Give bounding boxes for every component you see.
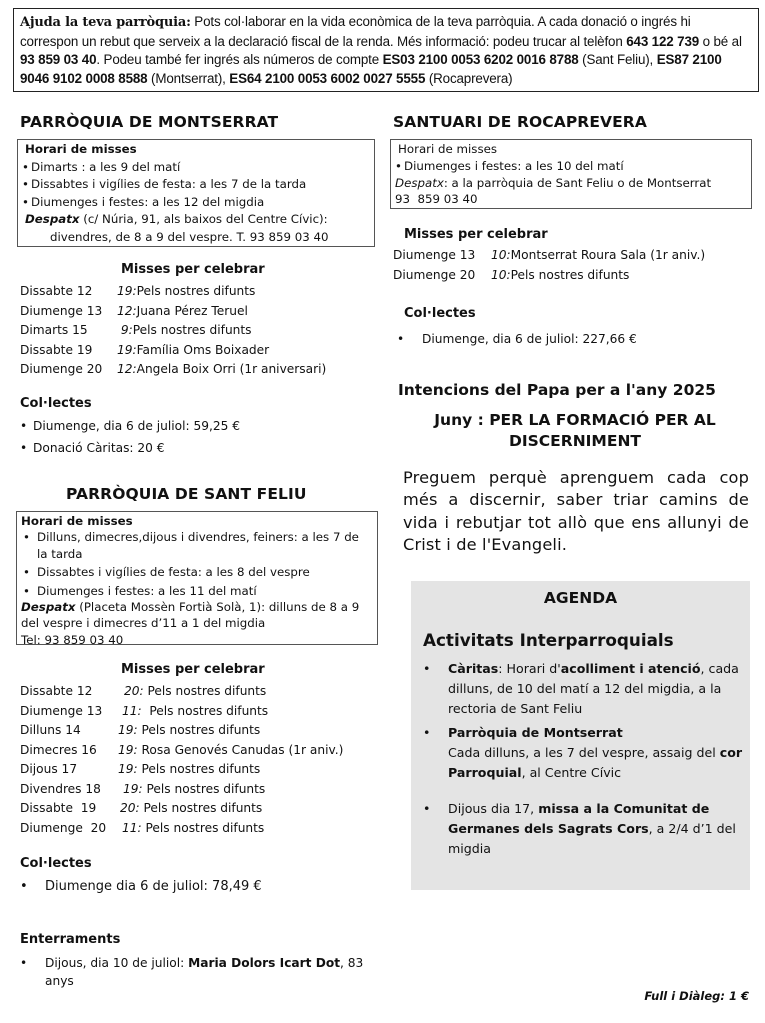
mass-day: Diumenge 13	[20, 303, 103, 318]
mass-hour: 11:	[122, 703, 142, 718]
agenda-item-text: Dijous dia 17,	[448, 801, 539, 816]
rocaprevera-collections-title: Col·lectes	[404, 306, 476, 321]
mass-row	[20, 760, 343, 780]
schedule-item: • Diumenges i festes: a les 11 del matí	[21, 583, 373, 599]
schedule-list	[22, 159, 370, 212]
mass-hour: 9:	[117, 323, 133, 337]
agenda-item-text: , al Centre Cívic	[521, 765, 622, 780]
account-label: (Montserrat),	[147, 70, 230, 86]
montserrat-title: PARRÒQUIA DE MONTSERRAT	[20, 113, 279, 131]
santfeliu-masses-title: Misses per celebrar	[121, 662, 265, 677]
mass-hour: 10:	[491, 267, 511, 282]
schedule-item: • Dissabtes i vigílies de festa: a les 7 de la tarda	[22, 176, 370, 194]
mass-day: Diumenge 13	[393, 248, 476, 262]
mass-hour: 12:	[117, 362, 137, 376]
mass-hour: 20:	[124, 684, 144, 698]
rocaprevera-masses-list	[393, 246, 705, 285]
rocaprevera-masses-title: Misses per celebrar	[404, 227, 548, 242]
mass-intention: Pels nostres difunts	[139, 801, 263, 815]
mass-intention: Pels nostres difunts	[510, 267, 630, 282]
mass-intention: Angela Boix Orri (1r aniversari)	[136, 362, 327, 376]
agenda-item-bold: cor Parroquial	[448, 745, 743, 780]
office-info	[395, 175, 747, 192]
schedule-list	[395, 158, 747, 175]
agenda-item-montserrat	[423, 723, 753, 783]
mass-row	[20, 819, 343, 839]
agenda-item-text: Cada dilluns, a les 7 del vespre, assaig del	[448, 745, 720, 760]
bank-account-rocaprevera: ES64 2100 0053 6002 0027 5555	[229, 70, 426, 86]
montserrat-schedule-box	[17, 139, 375, 247]
donation-text: . Podeu també fer ingrés als números de compte	[96, 52, 383, 68]
santfeliu-title: PARRÒQUIA DE SANT FELIU	[66, 485, 307, 503]
schedule-item: • Dimarts : a les 9 del matí	[22, 159, 370, 177]
mass-row	[20, 360, 326, 380]
mass-intention: Juana Pérez Teruel	[136, 303, 248, 318]
schedule-title: Horari de misses	[25, 142, 137, 156]
schedule-item: • Diumenges i festes: a les 10 del matí	[395, 158, 747, 175]
office-hours: divendres, de 8 a 9 del vespre. T. 93 859 03 40	[50, 229, 329, 244]
mass-row	[20, 302, 326, 322]
mass-intention: Pels nostres difunts	[141, 820, 265, 835]
mass-day: Diumenge 20	[393, 267, 476, 282]
mass-row	[20, 702, 343, 722]
donation-lead: Ajuda la teva parròquia:	[20, 15, 191, 30]
mass-hour: 19:	[123, 781, 143, 796]
donation-info-box	[13, 8, 759, 92]
mass-day: Dissabte 19	[20, 801, 97, 815]
mass-hour: 19:	[118, 723, 138, 737]
schedule-item: • Diumenges i festes: a les 12 del migdia	[22, 194, 370, 212]
office-tel: Tel: 93 859 03 40	[21, 632, 124, 647]
schedule-list	[21, 529, 373, 599]
collection-item: • Diumenge, dia 6 de juliol: 59,25 €	[18, 415, 240, 437]
office-text: (c/ Núria, 91, als baixos del Centre Cívic):	[79, 212, 328, 227]
agenda-item-text: , a 2/4 d’1 del migdia	[448, 821, 736, 856]
santfeliu-masses-list	[20, 682, 343, 838]
phone-number: 643 122 739	[626, 33, 700, 49]
papa-prayer-text: Preguem perquè aprenguem cada cop més a discernir, saber triar camins de vida i rebutjar tot allò que ens allunyi de Crist i de l'Evangeli.	[403, 468, 749, 554]
mass-hour: 19:	[118, 762, 138, 776]
mass-row	[393, 266, 705, 286]
mass-day: Dissabte 19	[20, 342, 93, 357]
collection-item: • Donació Càritas: 20 €	[18, 437, 240, 459]
mass-hour: 19:	[118, 742, 138, 757]
agenda-item-text: , cada dilluns, de 10 del matí a 12 del migdia, a la rectoria de Sant Feliu	[448, 661, 739, 716]
schedule-item: • Dilluns, dimecres,dijous i divendres, feiners: a les 7 de la tarda	[21, 529, 373, 562]
office-label: Despatx	[25, 212, 80, 227]
office-tel: 93 859 03 40	[395, 192, 478, 207]
santfeliu-schedule-box	[16, 511, 378, 645]
mass-day: Dijous 17	[20, 762, 78, 776]
mass-day: Dimarts 15	[20, 323, 88, 337]
mass-intention: Família Oms Boixader	[136, 342, 270, 357]
schedule-title: Horari de misses	[398, 142, 498, 156]
mass-intention: Pels nostres difunts	[137, 723, 261, 737]
mass-day: Dilluns 14	[20, 723, 81, 737]
mass-intention: Montserrat Roura Sala (1r aniv.)	[510, 248, 706, 262]
bank-account-santfeliu: ES03 2100 0053 6202 0016 8788	[382, 52, 579, 68]
burial-name: Maria Dolors Icart Dot	[188, 956, 341, 970]
agenda-item-heading: • Parròquia de Montserrat	[448, 725, 623, 740]
montserrat-collections-list	[18, 415, 240, 459]
mass-row	[20, 780, 343, 800]
office-info	[21, 599, 373, 632]
mass-intention: Pels nostres difunts	[141, 703, 269, 718]
agenda-item-bold: missa a la Comunitat de Germanes dels Sagrats Cors	[448, 801, 710, 836]
mass-hour: 20:	[120, 801, 140, 815]
mass-intention: Pels nostres difunts	[137, 762, 261, 776]
rocaprevera-collections-list	[397, 328, 637, 350]
schedule-title: Horari de misses	[21, 514, 133, 528]
montserrat-collections-title: Col·lectes	[20, 396, 92, 411]
mass-hour: 19:	[117, 342, 137, 357]
montserrat-masses-title: Misses per celebrar	[121, 262, 265, 277]
office-text: (Placeta Mossèn Fortià Solà, 1): dilluns de 8 a 9 del vespre i dimecres d’11 a 1 del migdia	[21, 600, 360, 631]
office-label: Despatx	[21, 600, 76, 615]
agenda-item-bold: acolliment i atenció	[560, 661, 701, 676]
account-label: (Rocaprevera)	[425, 70, 513, 86]
mass-day: Dissabte 12	[20, 284, 93, 298]
santfeliu-collections-title: Col·lectes	[20, 856, 92, 871]
footer-price: Full i Diàleg: 1 €	[644, 989, 749, 1003]
burial-date: Dijous, dia 10 de juliol:	[45, 956, 189, 970]
mass-intention: Pels nostres difunts	[142, 781, 266, 796]
mass-row	[20, 799, 343, 819]
mass-hour: 11:	[122, 820, 142, 835]
santfeliu-collections-list	[20, 876, 262, 898]
bank-account-montserrat: ES87 2100 9046 9102 0008 8588	[20, 52, 722, 86]
agenda-subtitle: Activitats Interparroquials	[423, 630, 674, 650]
burials-title: Enterraments	[20, 932, 121, 947]
papa-intentions-title: Intencions del Papa per a l'any 2025	[398, 381, 716, 399]
burials-list	[20, 954, 365, 990]
mass-hour: 19:	[117, 284, 137, 298]
mass-intention: Pels nostres difunts	[132, 323, 252, 337]
rocaprevera-schedule-box	[390, 139, 752, 209]
mass-intention: Pels nostres difunts	[143, 684, 267, 698]
mass-intention: Pels nostres difunts	[136, 284, 256, 298]
office-label: Despatx	[395, 175, 444, 190]
office-info	[22, 211, 370, 229]
burial-age: , 83 anys	[45, 956, 364, 988]
office-text: : a la parròquia de Sant Feliu o de Montserrat	[443, 175, 712, 190]
burial-item	[20, 954, 365, 990]
rocaprevera-title: SANTUARI DE ROCAPREVERA	[393, 113, 647, 131]
donation-text: o bé al	[699, 33, 742, 49]
papa-month-title: Juny : PER LA FORMACIÓ PER AL DISCERNIMENT	[434, 411, 716, 450]
donation-text: Pots col·laborar en la vida econòmica de la teva parròquia. A cada donació o ingrés hi correspon un rebut que serveix a la declaració fiscal de la renda. Més informació: podeu trucar al telèfon	[20, 14, 691, 49]
agenda-item-caritas	[423, 659, 753, 719]
agenda-item-dijous	[423, 799, 753, 859]
mass-intention: Rosa Genovés Canudas (1r aniv.)	[137, 742, 344, 757]
mass-day: Divendres 18	[20, 781, 101, 796]
mass-row	[20, 721, 343, 741]
mass-row	[20, 741, 343, 761]
mass-row	[20, 282, 326, 302]
mass-day: Diumenge 20	[20, 820, 107, 835]
account-label: (Sant Feliu),	[578, 52, 657, 68]
mass-row	[20, 321, 326, 341]
agenda-item-heading: Càritas	[448, 661, 499, 676]
agenda-title: AGENDA	[543, 589, 618, 607]
phone-number: 93 859 03 40	[20, 52, 97, 68]
mass-hour: 12:	[117, 303, 137, 318]
collection-item: • Diumenge dia 6 de juliol: 78,49 €	[20, 876, 262, 898]
mass-row	[393, 246, 705, 266]
collection-item: • Diumenge, dia 6 de juliol: 227,66 €	[397, 328, 637, 350]
mass-day: Diumenge 20	[20, 362, 103, 376]
agenda-box	[411, 581, 750, 890]
mass-day: Dimecres 16	[20, 742, 97, 757]
mass-day: Diumenge 13	[20, 703, 103, 718]
schedule-item: • Dissabtes i vigílies de festa: a les 8 del vespre	[21, 564, 373, 580]
agenda-item-text: : Horari d'	[498, 661, 561, 676]
mass-day: Dissabte 12	[20, 684, 93, 698]
mass-row	[20, 682, 343, 702]
montserrat-masses-list	[20, 282, 326, 380]
mass-row	[20, 341, 326, 361]
mass-hour: 10:	[491, 248, 511, 262]
